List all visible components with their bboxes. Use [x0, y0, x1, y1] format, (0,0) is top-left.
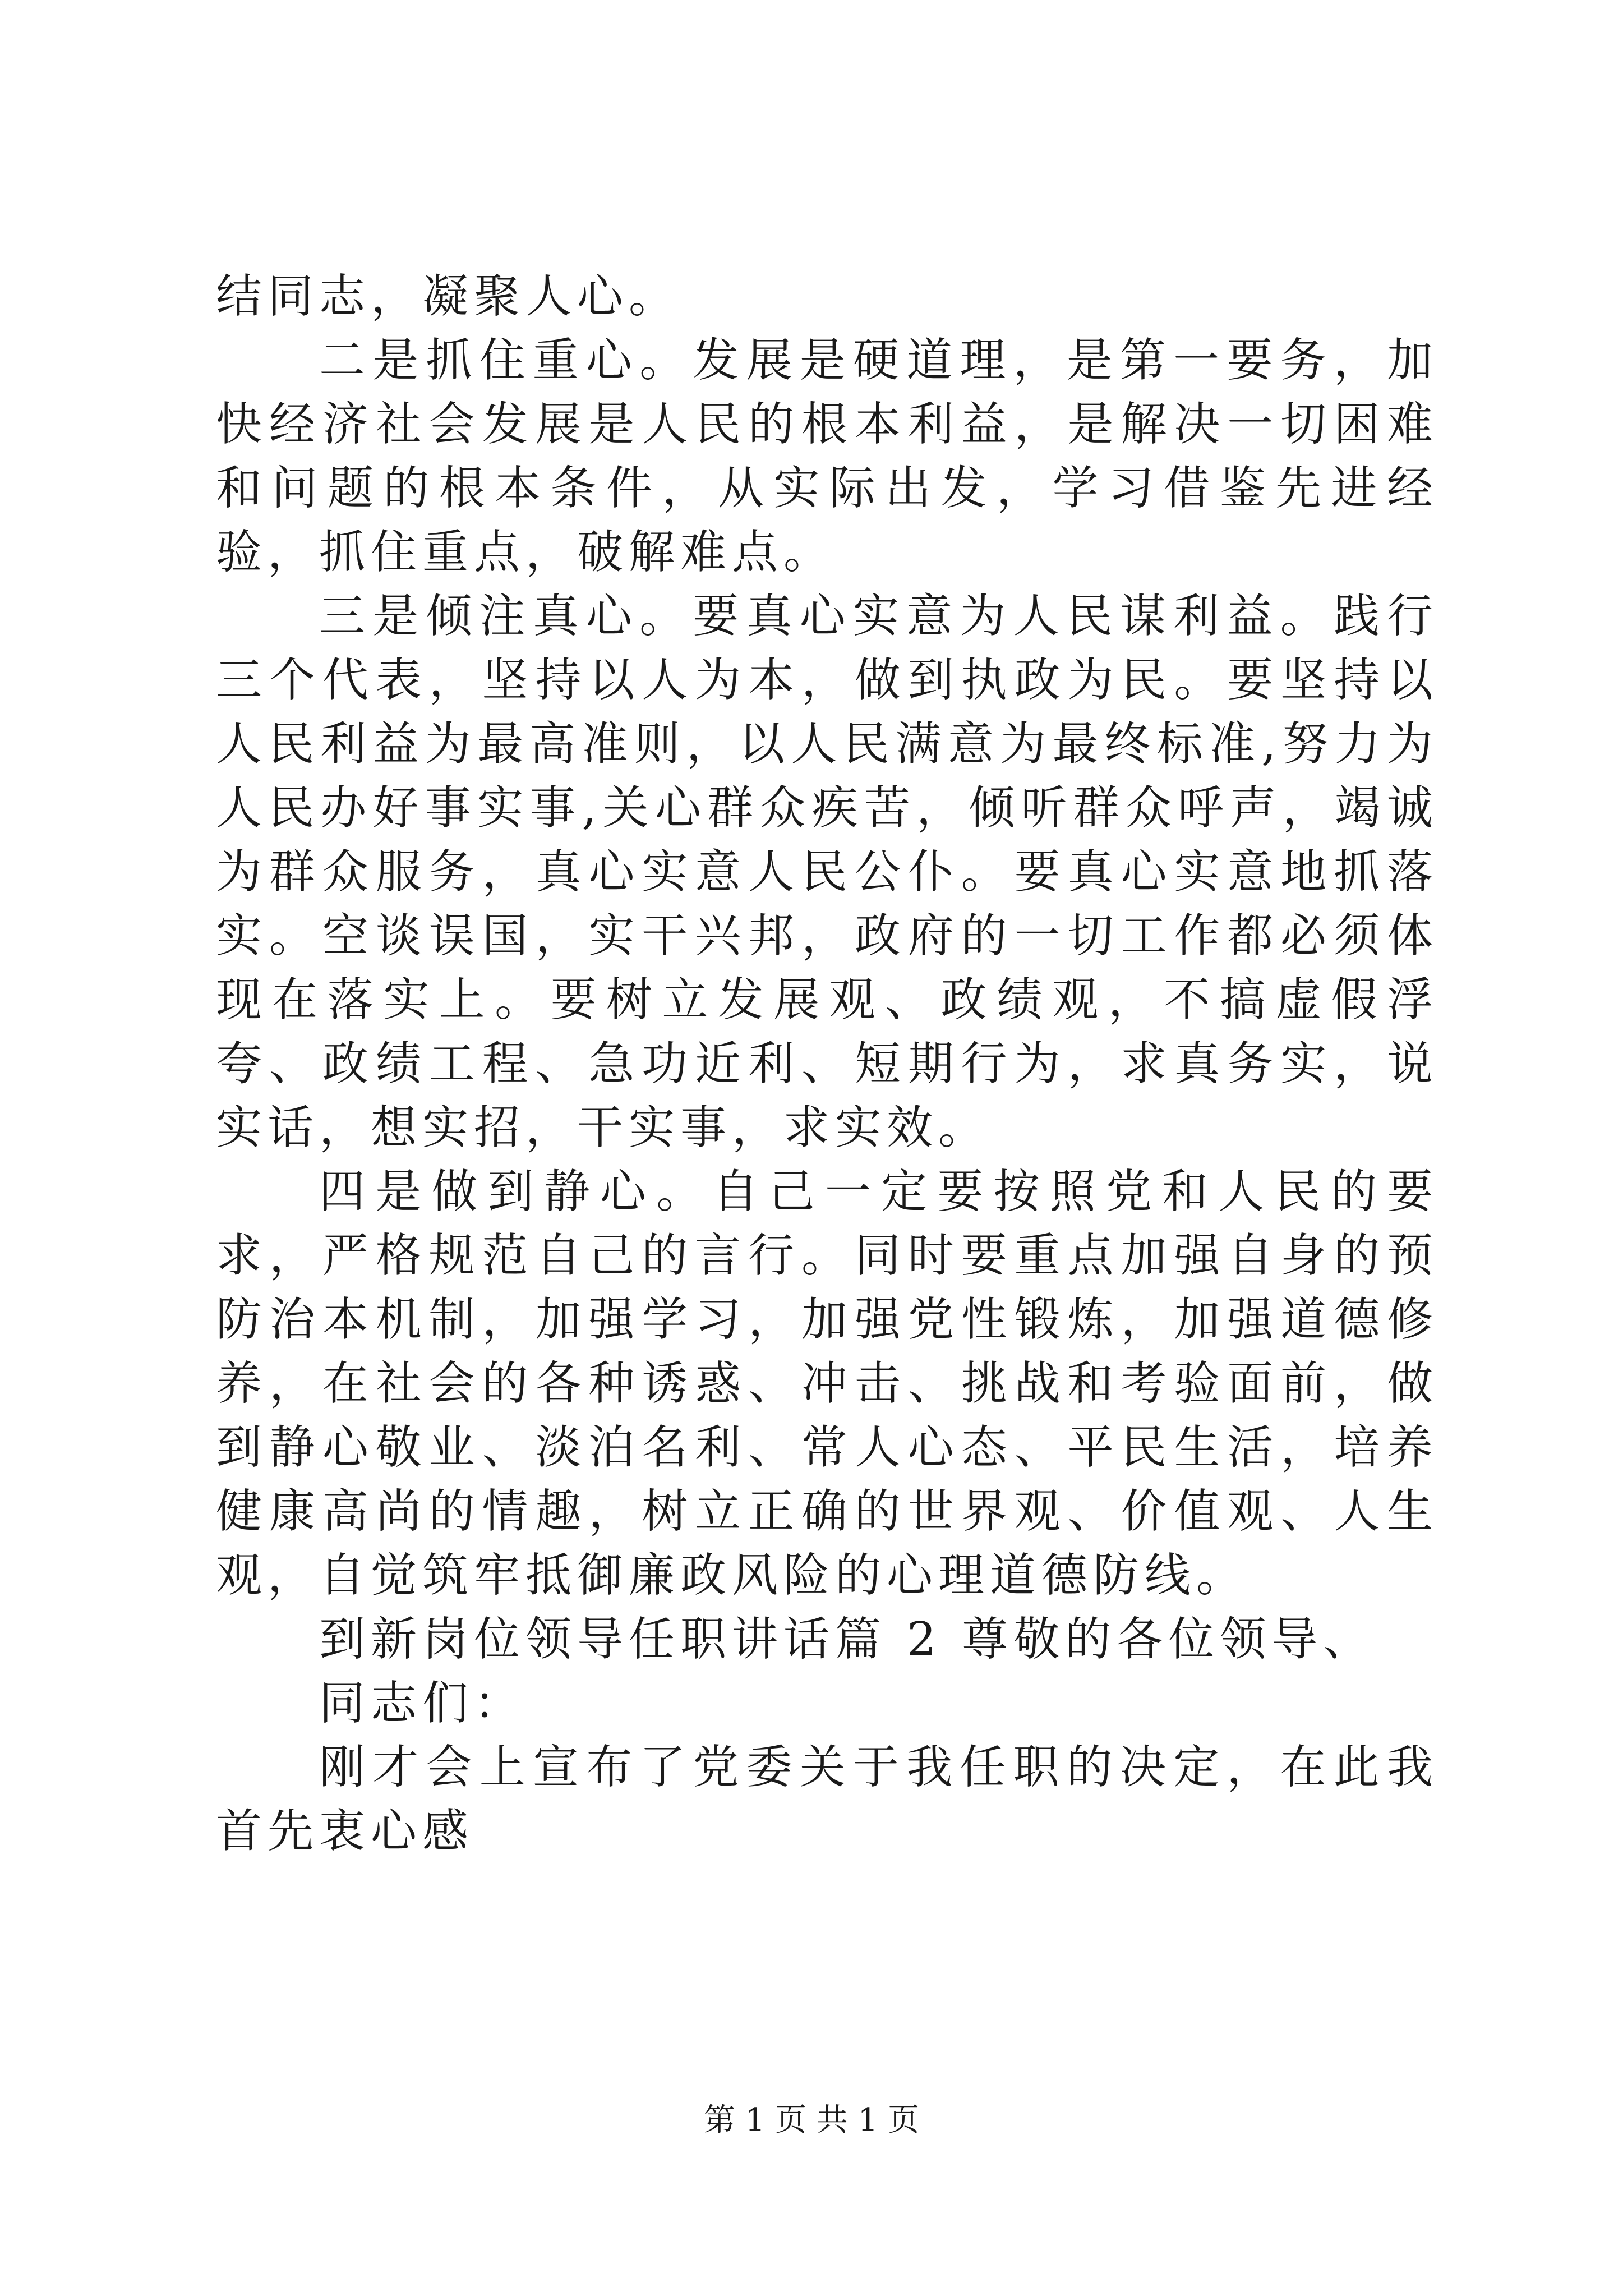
paragraph-5: 到新岗位领导任职讲话篇 2 尊敬的各位领导、	[319, 1613, 1375, 1666]
page-number-label: 第 1 页 共 1 页	[703, 2102, 920, 2138]
paragraph-7: 刚才会上宣布了党委关于我任职的决定，在此我首先衷心感	[216, 1741, 1438, 1858]
paragraph-3: 三是倾注真心。要真心实意为人民谋利益。践行三个代表，坚持以人为本，做到执政为民。要坚持以人民利益为最高准则，以人民满意为最终标准,努力为人民办好事实事,关心群众疾苦，倾听群众呼声，竭诚为群众服务，真心实意人民公仆。要真心实意地抓落实。空谈误国，实干兴邦，政府的一切工作都必须体现在落实上。要树立发展观、政绩观，不搞虚假浮夸、政绩工程、急功近利、短期行为，求真务实，说实话，想实招，干实事，求实效。	[216, 590, 1438, 1154]
paragraph-1: 结同志，凝聚人心。	[216, 270, 681, 323]
page-footer	[0, 2101, 1623, 2140]
paragraph-4: 四是做到静心。自己一定要按照党和人民的要求，严格规范自己的言行。同时要重点加强自身的预防治本机制，加强学习，加强党性锻炼，加强道德修养，在社会的各种诱惑、冲击、挑战和考验面前，做到静心敬业、淡泊名利、常人心态、平民生活，培养健康高尚的情趣，树立正确的世界观、价值观、人生观，自觉筑牢抵御廉政风险的心理道德防线。	[216, 1165, 1438, 1602]
paragraph-2: 二是抓住重心。发展是硬道理，是第一要务，加快经济社会发展是人民的根本利益，是解决一切困难和问题的根本条件，从实际出发，学习借鉴先进经验，抓住重点，破解难点。	[216, 334, 1438, 579]
paragraph-6: 同志们：	[319, 1677, 526, 1730]
document-body	[216, 265, 1438, 1864]
